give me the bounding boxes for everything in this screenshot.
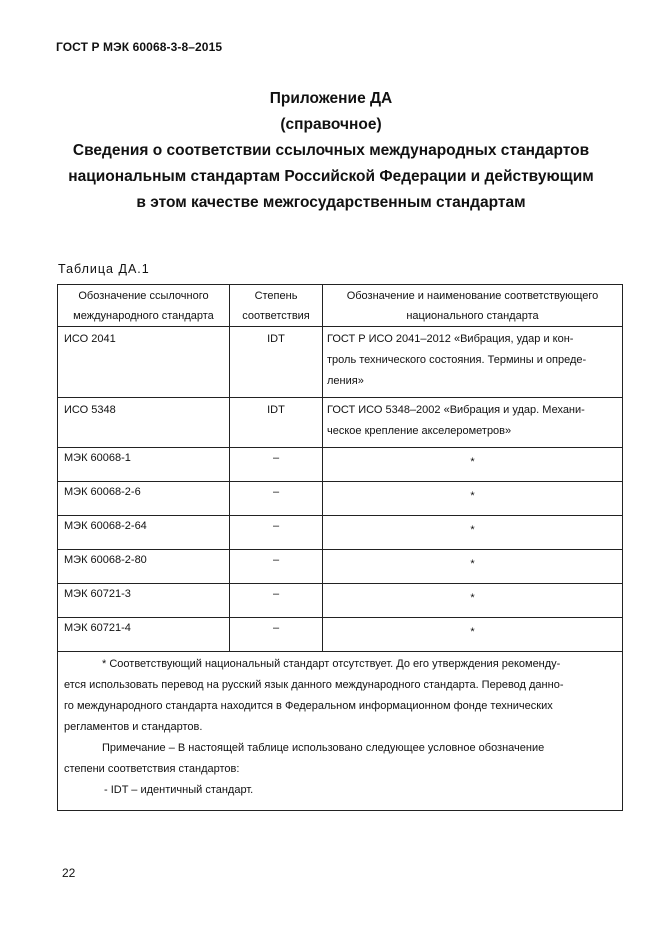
- appendix-heading: [56, 86, 606, 216]
- degree-cell: –: [230, 482, 323, 516]
- table-row: [58, 584, 623, 618]
- degree-cell: IDT: [230, 327, 323, 398]
- national-cell: *: [323, 516, 623, 550]
- national-cell: *: [323, 618, 623, 652]
- footnote-line-1: * Соответствующий национальный стандарт отсутствует. До его утверждения рекоменду-: [102, 658, 561, 670]
- appendix-label: Приложение ДА: [269, 90, 393, 107]
- correspondence-table: [57, 284, 623, 811]
- footnote-line-3: го международного стандарта находится в Федеральном информационном фонде технических: [64, 700, 553, 712]
- footnote-line-4: регламентов и стандартов.: [64, 721, 203, 733]
- table-row: [58, 398, 623, 448]
- appendix-title-line-1: Сведения о соответствии ссылочных международных стандартов: [72, 142, 590, 159]
- national-cell: *: [323, 584, 623, 618]
- degree-cell: IDT: [230, 398, 323, 448]
- national-cell: *: [323, 448, 623, 482]
- footnote-line-2: ется использовать перевод на русский язык данного международного стандарта. Перевод данно-: [64, 679, 564, 691]
- note-line-2: степени соответствия стандартов:: [64, 763, 240, 775]
- table-row: [58, 448, 623, 482]
- table-row: [58, 327, 623, 398]
- ref-cell: МЭК 60068-2-64: [58, 516, 230, 550]
- degree-cell: –: [230, 516, 323, 550]
- note-line-3: - IDT – идентичный стандарт.: [104, 784, 254, 796]
- national-cell: *: [323, 482, 623, 516]
- ref-cell: МЭК 60068-2-80: [58, 550, 230, 584]
- note-line-1: Примечание – В настоящей таблице использовано следующее условное обозначение: [102, 742, 545, 754]
- appendix-title-line-3: в этом качестве межгосударственным стандартам: [136, 194, 526, 211]
- table-header-row: [58, 285, 623, 327]
- table-row: [58, 550, 623, 584]
- ref-cell: МЭК 60068-1: [58, 448, 230, 482]
- degree-cell: –: [230, 618, 323, 652]
- degree-cell: –: [230, 550, 323, 584]
- national-cell: ГОСТ ИСО 5348–2002 «Вибрация и удар. Механи- ческое крепление акселерометров»: [323, 398, 623, 448]
- table-row: [58, 618, 623, 652]
- table-notes: [58, 652, 623, 811]
- page-number: 22: [62, 866, 76, 880]
- standard-code: ГОСТ Р МЭК 60068-3-8–2015: [56, 40, 223, 54]
- national-cell: ГОСТ Р ИСО 2041–2012 «Вибрация, удар и кон- троль технического состояния. Термины и опреде- ления»: [323, 327, 623, 398]
- degree-cell: –: [230, 584, 323, 618]
- header-ref-standard: Обозначение ссылочного международного стандарта: [58, 285, 230, 327]
- table-row: [58, 482, 623, 516]
- header-national-standard: Обозначение и наименование соответствующего национального стандарта: [323, 285, 623, 327]
- ref-cell: ИСО 2041: [58, 327, 230, 398]
- appendix-title-line-2: национальным стандартам Российской Федерации и действующим: [68, 168, 594, 185]
- degree-cell: –: [230, 448, 323, 482]
- ref-cell: МЭК 60721-4: [58, 618, 230, 652]
- appendix-reference: (справочное): [280, 116, 382, 133]
- header-degree: Степень соответствия: [230, 285, 323, 327]
- ref-cell: ИСО 5348: [58, 398, 230, 448]
- national-cell: *: [323, 550, 623, 584]
- ref-cell: МЭК 60068-2-6: [58, 482, 230, 516]
- table-caption: Таблица ДА.1: [58, 262, 150, 276]
- table-row: [58, 516, 623, 550]
- table-notes-row: [58, 652, 623, 811]
- ref-cell: МЭК 60721-3: [58, 584, 230, 618]
